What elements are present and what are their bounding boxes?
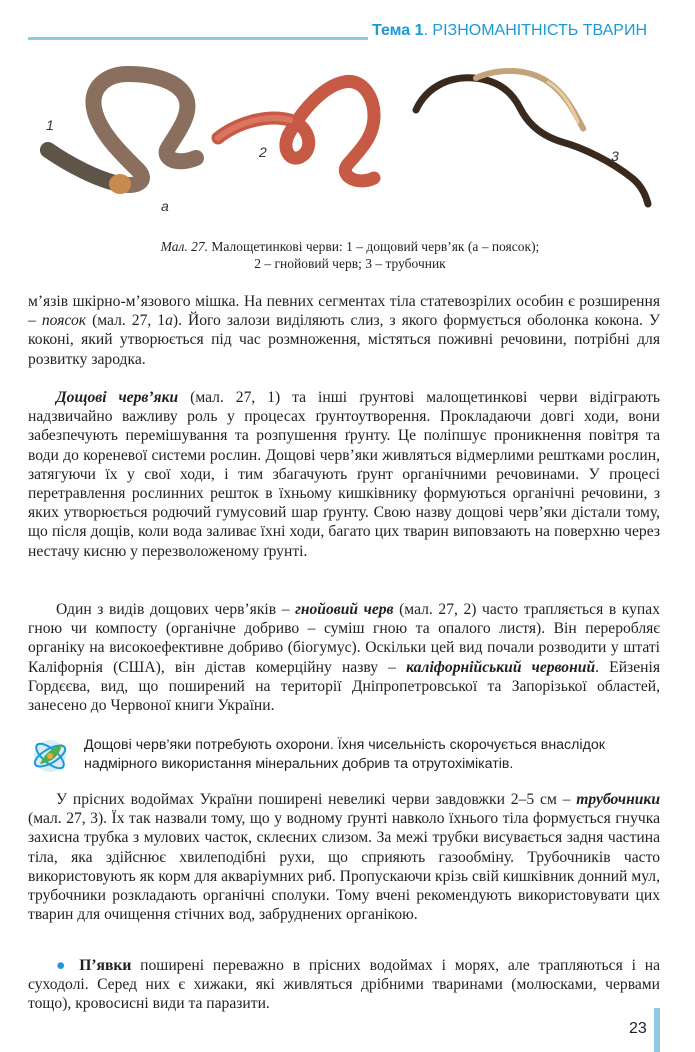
topic-label: Тема 1 — [372, 22, 424, 39]
caption-line-1: Малощетинкові черви: 1 – дощовий черв’як (a – поясок); — [208, 239, 540, 254]
term-california-red: каліфорнійський червоний — [406, 658, 596, 676]
term-leeches: П’явки — [79, 957, 132, 974]
term-manure-worm: гнойовий черв — [295, 601, 394, 618]
text-run: Один з видів дощових черв’яків – — [56, 601, 296, 618]
figure-caption — [40, 238, 660, 272]
paragraph-4 — [28, 790, 660, 924]
figure-label-2: 2 — [259, 144, 267, 160]
ecology-note: Дощові черв’яки потребують охорони. Їхня чисельність скорочується внаслідок надмірного використання мінеральних добрив та отрутохімікатів. — [84, 737, 605, 772]
text-run: (мал. 27, 3). Їх так назвали тому, що у водному ґрунті навколо їхнього тіла формується гнучка захисна трубка з мулових часток, склеєних слизом. За межі трубки висувається задня частина тіла, яка здійснює хвилеподібні рухи, що сприяють газообміну. Трубочників часто використовують як корм для акваріумних риб. Пропускаючи крізь свій кишківник донний мул, трубочники розкладають органічні сполуки. Тому вчені рекомендують використовувати цих тварин для очищення стічних вод, забруднених органікою. — [28, 810, 660, 924]
term-tubifex: трубочники — [576, 791, 660, 808]
text-run: м’язів шкірно-м’язового мішка. На певних сегментах тіла статевозрілих особин є розширення – — [28, 293, 660, 330]
text-run: поширені переважно в прісних водоймах і морях, але трапляються і на суходолі. Серед них є хижаки, які живляться дрібними тваринами (молюсками, червами тощо), кровосисні види та паразити. — [28, 957, 660, 1013]
text-run: . Ейзенія Гордєєва, вид, що поширений на території Дніпропетровської та Запорізької областей, занесено до Червоної книги України. — [28, 658, 660, 715]
caption-ref: Мал. 27. — [160, 239, 208, 254]
ecology-note-icon — [30, 734, 72, 776]
paragraph-3 — [28, 600, 660, 715]
paragraph-5 — [28, 956, 660, 1014]
topic-title: . РІЗНОМАНІТНІСТЬ ТВАРИН — [423, 22, 648, 39]
worms-figure — [28, 52, 668, 234]
term-earthworms: Дощові черв’яки — [56, 389, 179, 406]
page-number: 23 — [629, 1020, 647, 1037]
manure-worm-image — [218, 81, 374, 180]
page-edge-bar — [654, 1008, 660, 1052]
text-run: а — [165, 312, 173, 330]
tubifex-image — [416, 78, 648, 204]
bullet-icon: ● — [56, 957, 71, 974]
text-run: (мал. 27, 1 — [86, 312, 166, 330]
paragraph-2 — [28, 388, 660, 561]
text-run: ). Його залози виділяють слиз, з якого формується оболонка кокона. У коконі, який утворюється під час розмноження, містяться поживні речовини, потрібні для розвитку зародка. — [28, 312, 660, 368]
figure-label-a: a — [161, 198, 169, 214]
figure-label-3: 3 — [611, 148, 619, 164]
header-rule — [28, 37, 368, 40]
text-run: (мал. 27, 1) та інші ґрунтові малощетинкові черви відіграють надзвичайно важливу роль у процесах ґрунтоутворення. Прокладаючи довгі ходи, вони забезпечують перемішування та розпушення ґрунту. Це поліпшує проникнення повітря та води до кореневої системи рослин. Дощові черв’яки живляться відмерлими рештками рослин, затягуючи їх у свої ходи, і тим збагачують ґрунт органічними речовинами. У процесі перетравлення рослинних решток в їхньому кишківнику формуються органічні речовини, з яких утворюється родючий гумусовий шар ґрунту. Свою назву дощові черв’яки дістали тому, що після дощів, коли вода заливає їхні ходи, багато цих тварин виповзають на поверхню через нестачу кисню у перезволоженому ґрунті. — [28, 389, 660, 560]
caption-line-2: 2 – гнойовий черв; 3 – трубочник — [254, 256, 446, 271]
text-run: У прісних водоймах України поширені невеликі черви завдовжки 2–5 см – — [56, 791, 577, 808]
text-run: (мал. 27, 2) часто трапляється в купах гною чи компосту (органічне добриво – суміш гною та опалого листя). Він переробляє органіку на високоефективне добриво (біогумус). Оскільки цей вид почали розводити у штаті Каліфорнія (США), він дістав комерційну назву – — [28, 601, 660, 676]
figure-label-1: 1 — [46, 117, 54, 133]
term-poyasok: поясок — [41, 312, 87, 330]
chapter-header — [372, 22, 647, 40]
paragraph-1 — [28, 292, 660, 369]
